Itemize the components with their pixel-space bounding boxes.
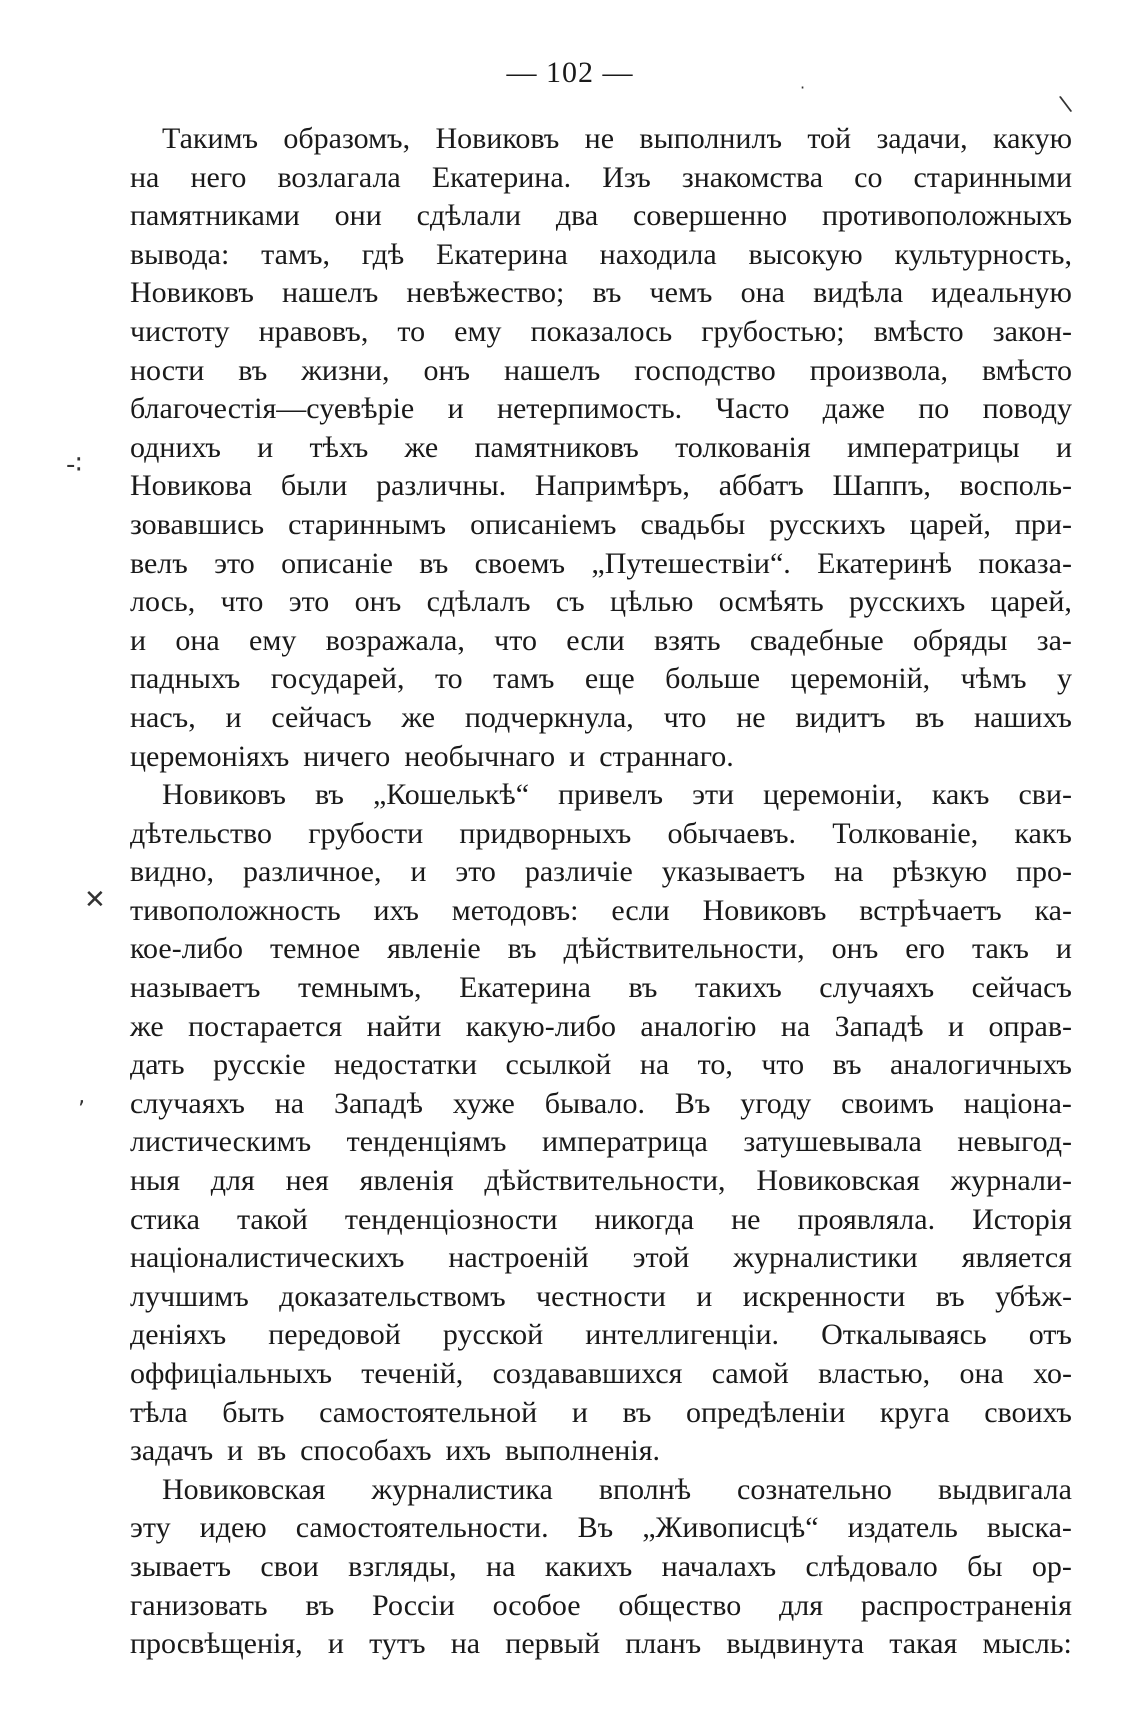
text-line: Такимъ образомъ, Новиковъ не выполнилъ той задачи, какую — [162, 122, 1072, 155]
text-line: насъ, и сейчасъ же подчеркнула, что не видитъ въ нашихъ — [130, 700, 1072, 734]
text-line: дѣтельство грубости придворныхъ обычаевъ. Толкованіе, какъ — [130, 816, 1072, 850]
text-line: тѣла быть самостоятельной и въ опредѣленіи круга своихъ — [130, 1395, 1072, 1429]
text-line: на него возлагала Екатерина. Изъ знакомства со старинными — [130, 160, 1072, 194]
text-line: оффиціальныхъ теченій, создававшихся самой властью, она хо- — [130, 1357, 1072, 1390]
margin-mark-dot: · — [800, 78, 806, 97]
page-number: — 102 — — [506, 56, 634, 89]
text-line: чистоту нравовъ, то ему показалось грубостью; вмѣсто закон- — [130, 314, 1072, 348]
text-line: видно, различное, и это различіе указываетъ на рѣзкую про- — [130, 855, 1072, 889]
text-line: Новиковская журналистика вполнѣ сознательно выдвигала — [162, 1472, 1072, 1506]
text-line: эту идею самостоятельности. Въ „Живописцѣ“ издатель выска- — [130, 1511, 1072, 1545]
text-line: и она ему возражала, что если взять свадебные обряды за- — [130, 623, 1072, 657]
text-line: деніяхъ передовой русской интеллигенціи. Откалываясь отъ — [130, 1318, 1072, 1352]
text-line: благочестія—суевѣріе и нетерпимость. Часто даже по поводу — [130, 392, 1072, 426]
margin-mark-comma: ‚ — [78, 1084, 85, 1109]
text-line: листическимъ тенденціямъ императрица затушевывала невыгод- — [130, 1125, 1072, 1159]
margin-mark-cross: ✕ — [84, 885, 106, 915]
text-line: памятниками они сдѣлали два совершенно противоположныхъ — [130, 199, 1072, 233]
text-line: лось, что это онъ сдѣлалъ съ цѣлью осмѣять русскихъ царей, — [130, 585, 1072, 619]
text-line: ности въ жизни, онъ нашелъ господство произвола, вмѣсто — [130, 353, 1072, 387]
text-line: Новиковъ нашелъ невѣжество; въ чемъ она видѣла идеальную — [130, 276, 1072, 310]
margin-mark-dash: ‐∶ — [66, 450, 83, 480]
body-text — [130, 120, 1072, 1664]
text-line: Новикова были различны. Напримѣръ, аббатъ Шаппъ, восполь- — [130, 469, 1072, 503]
text-line: однихъ и тѣхъ же памятниковъ толкованія императрицы и — [130, 430, 1072, 464]
text-line: задачъ и въ способахъ ихъ выполненія. — [130, 1434, 660, 1468]
text-line: зовавшись стариннымъ описаніемъ свадьбы русскихъ царей, при- — [130, 507, 1072, 541]
text-line: кое-либо темное явленіе въ дѣйствительности, онъ его такъ и — [130, 932, 1072, 966]
text-line: зываетъ свои взгляды, на какихъ началахъ слѣдовало бы ор- — [130, 1549, 1072, 1583]
text-line: падныхъ государей, то тамъ еще больше церемоній, чѣмъ у — [130, 662, 1072, 696]
text-line: дать русскіе недостатки ссылкой на то, что въ аналогичныхъ — [130, 1048, 1072, 1082]
text-line: лучшимъ доказательствомъ честности и искренности въ убѣж- — [130, 1279, 1072, 1313]
text-line: вывода: тамъ, гдѣ Екатерина находила высокую культурность, — [130, 237, 1072, 271]
text-line: же постарается найти какую-либо аналогію на Западѣ и оправ- — [130, 1009, 1072, 1043]
text-line: Новиковъ въ „Кошелькѣ“ привелъ эти церемоніи, какъ сви- — [162, 778, 1072, 812]
text-line: просвѣщенія, и тутъ на первый планъ выдвинута такая мысль: — [130, 1627, 1072, 1661]
text-line: націоналистическихъ настроеній этой журналистики является — [130, 1241, 1072, 1275]
text-line: тивоположность ихъ методовъ: если Новиковъ встрѣчаетъ ка- — [130, 893, 1072, 927]
text-line: велъ это описаніе въ своемъ „Путешествіи“. Екатеринѣ показа- — [130, 546, 1072, 580]
text-line: церемоніяхъ ничего необычнаго и страннаго. — [130, 739, 734, 773]
margin-mark-stroke: \ — [1057, 91, 1074, 118]
text-line: ганизовать въ Россіи особое общество для распространенія — [130, 1588, 1072, 1622]
text-line: случаяхъ на Западѣ хуже бывало. Въ угоду своимъ націона- — [130, 1086, 1072, 1120]
text-line: называетъ темнымъ, Екатерина въ такихъ случаяхъ сейчасъ — [130, 971, 1072, 1005]
text-line: стика такой тенденціозности никогда не проявляла. Исторія — [130, 1202, 1072, 1236]
text-line: ныя для нея явленія дѣйствительности, Новиковская журнали- — [130, 1164, 1072, 1198]
